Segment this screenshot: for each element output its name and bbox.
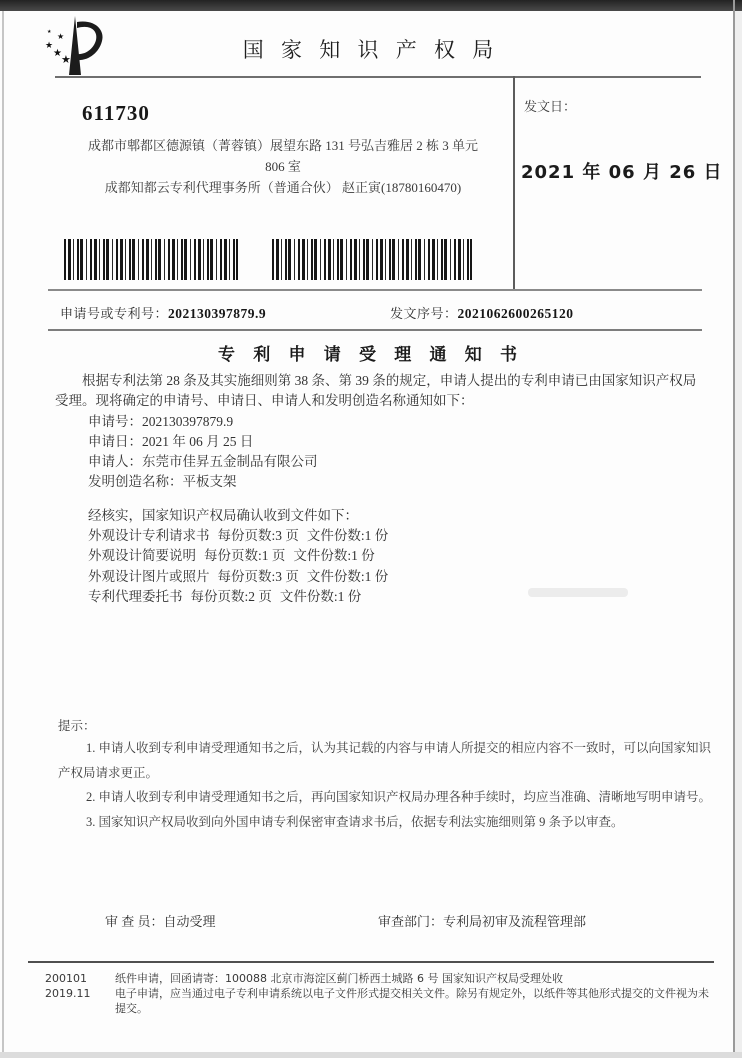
field-label: 发明创造名称：	[88, 474, 183, 489]
field-label: 申请日：	[88, 434, 142, 449]
department-row	[378, 911, 586, 930]
scan-smudge	[528, 588, 628, 597]
file-name: 外观设计专利请求书	[88, 528, 210, 544]
footer-divider	[28, 961, 714, 963]
field-applicant	[88, 452, 318, 472]
file-item	[88, 587, 388, 607]
svg-text:★: ★	[61, 54, 71, 66]
barcode	[64, 239, 238, 280]
file-copies: 文件份数:1 份	[306, 568, 389, 584]
notice-paragraph: 根据专利法第 28 条及其实施细则第 38 条、第 39 条的规定，申请人提出的专利申请已由国家知识产权局受理。现将确定的申请号、申请日、申请人和发明创造名称通知如下：	[55, 373, 697, 408]
file-copies: 文件份数:1 份	[279, 588, 362, 604]
serial-number-label: 发文序号：	[390, 306, 458, 321]
footer-code-1: 200101	[45, 972, 87, 985]
scan-artifact-top-edge	[0, 0, 742, 11]
recipient-address	[58, 135, 508, 198]
received-documents	[88, 506, 388, 607]
recipient-address-line2: 806 室	[265, 159, 301, 174]
field-invention-title	[88, 472, 318, 492]
examiner-value: 自动受理	[163, 914, 216, 929]
footer-code-2: 2019.11	[45, 987, 91, 1000]
serial-number-group	[390, 303, 574, 322]
scan-artifact-right-margin	[735, 11, 742, 1058]
recipient-postcode: 611730	[82, 101, 150, 125]
divider-under-numbers	[48, 329, 702, 331]
department-value: 专利局初审及流程管理部	[443, 914, 587, 929]
field-value: 202130397879.9	[142, 414, 234, 429]
field-application-number	[88, 412, 318, 432]
file-pages: 每份页数:3 页	[217, 568, 299, 584]
serial-number-value: 2021062600265120	[457, 306, 574, 321]
file-item	[88, 567, 388, 587]
hint-item-1: 1. 申请人收到专利申请受理通知书之后，认为其记载的内容与申请人所提交的相应内容不一致时，可以向国家知识产权局请求更正。	[58, 741, 712, 780]
issue-date-value: 2021 年 06 月 26 日	[521, 162, 723, 183]
date-box-divider	[513, 76, 515, 290]
svg-text:★: ★	[45, 40, 54, 50]
header-divider	[55, 76, 701, 78]
file-item	[88, 546, 388, 566]
scan-artifact-bottom-edge	[0, 1052, 742, 1058]
hint-item-2: 2. 申请人收到专利申请受理通知书之后，再向国家知识产权局办理各种手续时，均应当准确、清晰地写明申请号。	[86, 790, 712, 804]
confirm-line: 经核实，国家知识产权局确认收到文件如下：	[88, 508, 358, 523]
scan-artifact-left-edge	[2, 11, 4, 1058]
file-copies: 文件份数:1 份	[293, 548, 375, 564]
svg-text:★: ★	[57, 32, 65, 41]
field-value: 平板支架	[182, 474, 237, 489]
notice-title: 专 利 申 请 受 理 通 知 书	[218, 345, 524, 364]
field-value: 2021 年 06 月 25 日	[142, 434, 254, 449]
svg-text:★: ★	[47, 30, 52, 35]
footer-codes	[45, 971, 91, 1001]
field-application-date	[88, 432, 318, 452]
scan-artifact-right-edge	[733, 0, 735, 1058]
issue-date-label: 发文日：	[524, 99, 577, 114]
file-item	[88, 526, 388, 546]
examiner-label: 审 查 员：	[105, 914, 164, 929]
footer-line-2: 电子申请，应当通过电子专利申请系统以电子文件形式提交相关文件。除另有规定外，以纸件等其他形式提交的文件视为未提交。	[115, 987, 709, 1015]
hints-section	[58, 716, 720, 834]
field-label: 申请号：	[88, 414, 142, 429]
department-label: 审查部门：	[378, 914, 444, 929]
application-fields	[88, 412, 318, 492]
hint-item-3: 3. 国家知识产权局收到向外国申请专利保密审查请求书后，依据专利法实施细则第 9 条予以审查。	[86, 814, 624, 829]
file-name: 专利代理委托书	[88, 588, 183, 604]
file-pages: 每份页数:1 页	[204, 548, 286, 564]
field-label: 申请人：	[88, 454, 142, 469]
field-value: 东莞市佳昇五金制品有限公司	[142, 454, 318, 469]
file-name: 外观设计图片或照片	[88, 568, 210, 584]
application-number-label: 申请号或专利号：	[60, 306, 169, 321]
footer-line-1: 纸件申请，回函请寄：100088 北京市海淀区蓟门桥西土城路 6 号 国家知识产权局受理处收	[115, 972, 563, 985]
barcode	[272, 239, 472, 280]
numbers-row	[60, 303, 705, 322]
recipient-address-line1: 成都市郫都区德源镇（菁蓉镇）展望东路 131 号弘吉雅居 2 栋 3 单元	[87, 138, 478, 153]
file-copies: 文件份数:1 份	[306, 528, 389, 544]
footer-texts	[115, 971, 715, 1016]
agency-title: 国 家 知 识 产 权 局	[242, 38, 500, 62]
examiner-row	[105, 911, 216, 930]
file-pages: 每份页数:3 页	[217, 528, 299, 544]
file-pages: 每份页数:2 页	[190, 588, 272, 604]
hints-label: 提示：	[58, 719, 96, 733]
application-number-value: 202130397879.9	[168, 306, 267, 321]
svg-text:★: ★	[53, 48, 62, 59]
divider-under-barcode	[48, 289, 702, 291]
recipient-agent-line: 成都知都云专利代理事务所（普通合伙） 赵正寅(18780160470)	[104, 180, 462, 195]
file-name: 外观设计简要说明	[88, 548, 196, 564]
